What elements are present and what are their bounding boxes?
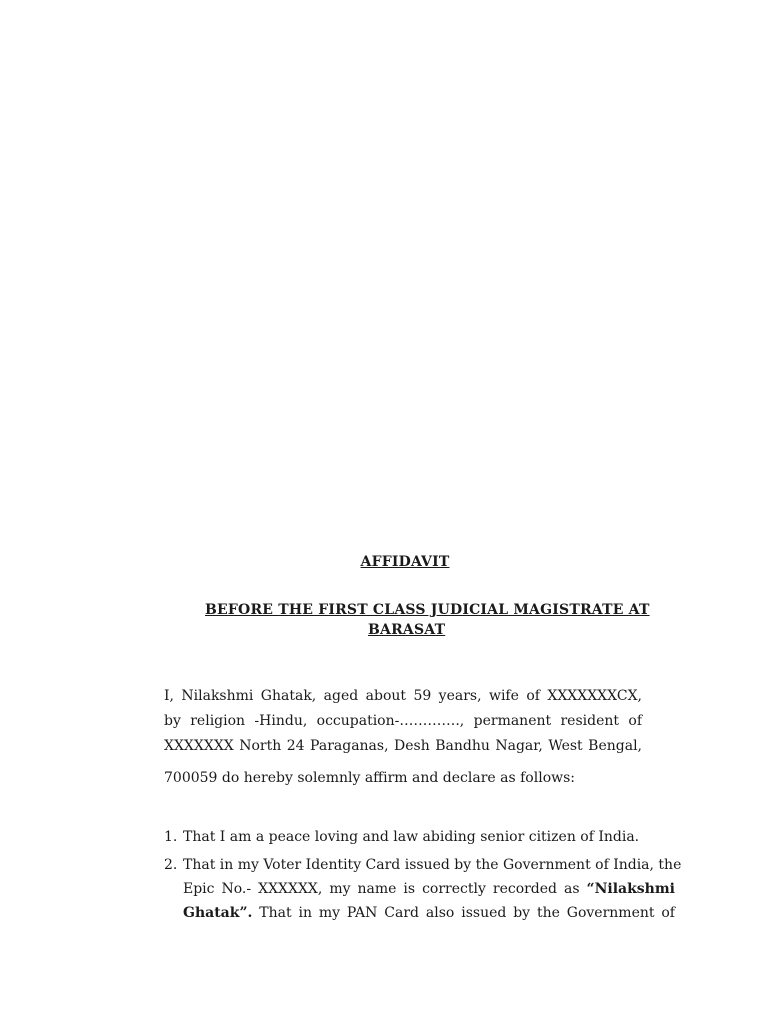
list-item-text-part: That in my PAN Card also issued by the Government of	[259, 905, 675, 921]
intro-line: XXXXXXX North 24 Paraganas, Desh Bandhu Nagar, West Bengal,	[164, 738, 642, 754]
list-item-text	[183, 905, 675, 921]
intro-line: by religion -Hindu, occupation-…………., permanent resident of	[164, 713, 642, 729]
list-item-text	[183, 881, 675, 897]
court-heading-line-2: BARASAT	[368, 622, 446, 638]
list-item-number: 1.	[164, 829, 178, 845]
list-item-text: That in my Voter Identity Card issued by the Government of India, the	[183, 857, 682, 873]
list-item-text-part: Epic No.- XXXXXX, my name is correctly recorded as	[183, 881, 580, 897]
court-heading-line-1: BEFORE THE FIRST CLASS JUDICIAL MAGISTRATE AT	[205, 602, 650, 618]
document-title: AFFIDAVIT	[360, 554, 450, 570]
list-item-text: That I am a peace loving and law abiding senior citizen of India.	[183, 829, 640, 845]
highlighted-name: “Nilakshmi	[586, 881, 675, 897]
highlighted-name: Ghatak”.	[183, 905, 253, 921]
intro-line: I, Nilakshmi Ghatak, aged about 59 years, wife of XXXXXXXCX,	[164, 688, 642, 704]
intro-line: 700059 do hereby solemnly affirm and declare as follows:	[164, 770, 576, 786]
list-item-number: 2.	[164, 857, 178, 873]
